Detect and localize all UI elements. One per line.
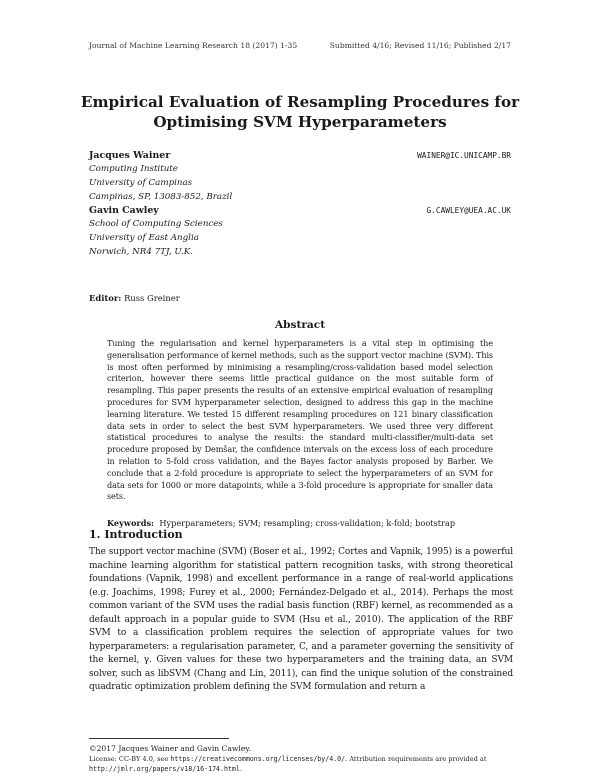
author-email[interactable]: G.CAWLEY@UEA.AC.UK (426, 206, 511, 215)
author-name: Gavin Cawley (89, 205, 159, 216)
abstract-heading: Abstract (274, 319, 326, 331)
author-affiliation-line: Computing Institute (89, 164, 178, 174)
paper-link[interactable]: http://jmlr.org/papers/v18/16-174.html (89, 764, 240, 773)
abstract-text: Tuning the regularisation and kernel hyperparameters is a vital step in optimising the generalisation performance of kernel methods, such as the support vector machine (SVM). This is most often performed by minimising a resampling/cross-validation based model selection criterion, however there seems little practical guidance on the most suitable form of resampling. This paper presents the results of an extensive empirical evaluation of resampling procedures for SVM hyperparameter selection, designed to address this gap in the machine learning literature. We tested 15 different resampling procedures on 121 binary classification data sets in order to select the best SVM hyperparameters. We used three very different statistical procedures to analyse the results: the standard multi-classifier/multi-data set procedure proposed by Demšar, the confidence intervals on the excess loss of each procedure in relation to 5-fold cross validation, and the Bayes factor analysis proposed by Barber. We conclude that a 2-fold procedure is appropriate to select the hyperparameters of an SVM for data sets for 1000 or more datapoints, while a 3-fold procedure is appropriate for smaller data sets. (107, 338, 493, 502)
running-header-journal: Journal of Machine Learning Research 18 (2017) 1-35 (89, 41, 298, 50)
keywords-line (107, 518, 455, 528)
license-notice (89, 755, 513, 774)
editor-label: Editor: (89, 293, 122, 303)
section-heading: 1. Introduction (89, 528, 183, 541)
copyright-notice: ©2017 Jacques Wainer and Gavin Cawley. (89, 744, 252, 753)
author-affiliation-line: School of Computing Sciences (89, 219, 223, 229)
editor-line (89, 293, 180, 303)
running-header-dates: Submitted 4/16; Revised 11/16; Published 2/17 (329, 41, 511, 50)
footnote-divider (89, 738, 229, 739)
author-affiliation-line: University of Campinas (89, 178, 193, 188)
license-end: . (239, 764, 242, 773)
author-name: Jacques Wainer (89, 150, 171, 161)
license-prefix: License: CC-BY 4.0, see (89, 755, 169, 763)
keywords-text: Hyperparameters; SVM; resampling; cross-validation; k-fold; bootstrap (159, 518, 456, 528)
author-affiliation-line: University of East Anglia (89, 233, 199, 243)
introduction-text: The support vector machine (SVM) (Boser et al., 1992; Cortes and Vapnik, 1995) is a powerful machine learning algorithm for statistical pattern recognition tasks, with strong theoretical foundations (Vapnik, 1998) and excellent performance in a range of real-world applications (e.g. Joachims, 1998; Furey et al., 2000; Fernández-Delgado et al., 2014). Perhaps the most common variant of the SVM uses the radial basis function (RBF) kernel, as recommended as a default approach in a popular guide to SVM (Hsu et al., 2010). The application of the RBF SVM to a classification problem requires the selection of appropriate values for two hyperparameters: a regularisation parameter, C, and a parameter governing the sensitivity of the kernel, γ. Given values for these two hyperparameters and the training data, an SVM solver, such as libSVM (Chang and Lin, 2011), can find the unique solution of the constrained quadratic optimization problem defining the SVM formulation and return a (89, 547, 513, 692)
paper-title-line-1: Empirical Evaluation of Resampling Procedures for (80, 93, 520, 111)
license-link[interactable]: https://creativecommons.org/licenses/by/4.0/ (170, 755, 346, 763)
license-mid: . Attribution requirements are provided at (345, 755, 487, 763)
author-affiliation-line: Campinas, SP, 13083-852, Brazil (89, 192, 233, 202)
author-email[interactable]: WAINER@IC.UNICAMP.BR (417, 151, 511, 160)
paper-title-line-2: Optimising SVM Hyperparameters (153, 113, 447, 131)
editor-name: Russ Greiner (124, 293, 180, 303)
keywords-label: Keywords: (107, 518, 155, 528)
author-affiliation-line: Norwich, NR4 7TJ, U.K. (89, 247, 193, 257)
